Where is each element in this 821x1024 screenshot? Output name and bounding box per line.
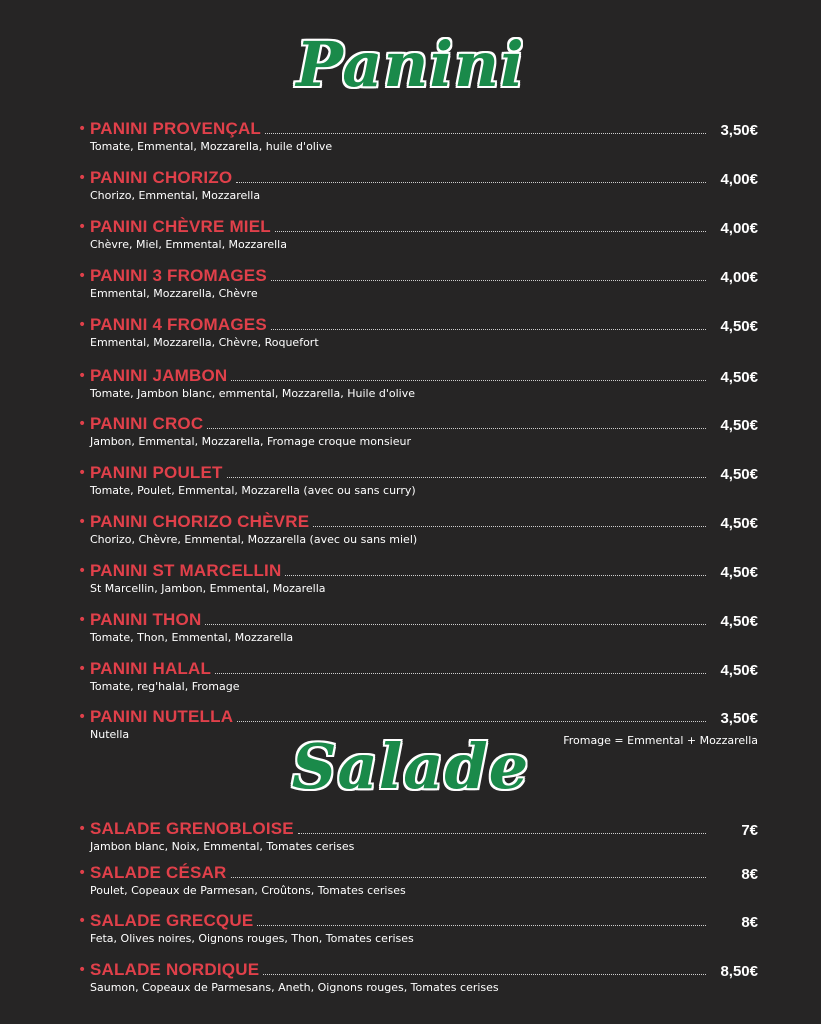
dot-leader [237, 720, 706, 722]
item-description: Saumon, Copeaux de Parmesans, Aneth, Oignons rouges, Tomates cerises [90, 981, 499, 994]
item-price: 4,50€ [720, 318, 758, 335]
item-price: 8,50€ [720, 963, 758, 980]
bullet-icon: • [78, 121, 87, 137]
dot-leader [275, 230, 706, 232]
bullet-icon: • [78, 317, 87, 333]
item-name: SALADE NORDIQUE [90, 960, 260, 979]
item-name: PANINI CHORIZO CHÈVRE [90, 512, 310, 531]
bullet-icon: • [78, 612, 87, 628]
item-description: Tomate, Jambon blanc, emmental, Mozzarella, Huile d'olive [90, 387, 415, 400]
item-name: PANINI THON [90, 610, 202, 629]
item-name: PANINI CHORIZO [90, 168, 233, 187]
item-price: 4,50€ [720, 515, 758, 532]
bullet-icon: • [78, 514, 87, 530]
item-price: 4,50€ [720, 613, 758, 630]
dot-leader [298, 832, 706, 834]
item-price: 4,00€ [720, 171, 758, 188]
bullet-icon: • [78, 821, 87, 837]
item-name: PANINI CHÈVRE MIEL [90, 217, 271, 236]
menu-item [78, 817, 758, 853]
dot-leader [236, 181, 706, 183]
menu-item [78, 909, 758, 945]
menu-item [78, 559, 758, 595]
item-name: SALADE CÉSAR [90, 863, 227, 882]
item-price: 4,50€ [720, 417, 758, 434]
menu-item [78, 264, 758, 300]
item-price: 8€ [741, 914, 758, 931]
item-description: Tomate, Emmental, Mozzarella, huile d'olive [90, 140, 333, 153]
item-description: Jambon, Emmental, Mozzarella, Fromage croque monsieur [90, 435, 411, 448]
menu-item [78, 461, 758, 497]
item-description: Chèvre, Miel, Emmental, Mozzarella [90, 238, 287, 251]
bullet-icon: • [78, 219, 87, 235]
item-price: 4,00€ [720, 220, 758, 237]
dot-leader [227, 476, 706, 478]
bullet-icon: • [78, 416, 87, 432]
menu-item [78, 958, 758, 994]
dot-leader [207, 427, 706, 429]
item-description: Tomate, reg'halal, Fromage [90, 680, 240, 693]
item-price: 4,50€ [720, 662, 758, 679]
item-description: Chorizo, Chèvre, Emmental, Mozzarella (avec ou sans miel) [90, 533, 418, 546]
item-name: PANINI ST MARCELLIN [90, 561, 282, 580]
dot-leader [231, 379, 706, 381]
dot-leader [285, 574, 706, 576]
item-description: Feta, Olives noires, Oignons rouges, Thon, Tomates cerises [90, 932, 414, 945]
item-name: PANINI HALAL [90, 659, 212, 678]
dot-leader [215, 672, 706, 674]
bullet-icon: • [78, 865, 87, 881]
item-name: PANINI 3 FROMAGES [90, 266, 267, 285]
item-name: PANINI POULET [90, 463, 223, 482]
dot-leader [271, 328, 706, 330]
item-name: SALADE GRECQUE [90, 911, 254, 930]
bullet-icon: • [78, 465, 87, 481]
menu-item [78, 313, 758, 349]
menu-item [78, 117, 758, 153]
item-description: Poulet, Copeaux de Parmesan, Croûtons, Tomates cerises [90, 884, 406, 897]
item-price: 7€ [741, 822, 758, 839]
item-description: Nutella [90, 728, 130, 741]
bullet-icon: • [78, 268, 87, 284]
menu-item [78, 861, 758, 897]
bullet-icon: • [78, 368, 87, 384]
menu-item [78, 608, 758, 644]
bullet-icon: • [78, 962, 87, 978]
dot-leader [271, 279, 706, 281]
menu-item [78, 215, 758, 251]
item-description: Emmental, Mozzarella, Chèvre, Roquefort [90, 336, 319, 349]
menu-item [78, 412, 758, 448]
item-name: PANINI 4 FROMAGES [90, 315, 267, 334]
item-description: Emmental, Mozzarella, Chèvre [90, 287, 258, 300]
salade-section-title: Salade [291, 730, 530, 803]
item-description: Chorizo, Emmental, Mozzarella [90, 189, 261, 202]
bullet-icon: • [78, 170, 87, 186]
bullet-icon: • [78, 913, 87, 929]
item-description: Tomate, Poulet, Emmental, Mozzarella (avec ou sans curry) [90, 484, 416, 497]
item-name: SALADE GRENOBLOISE [90, 819, 294, 838]
item-name: PANINI PROVENÇAL [90, 119, 262, 138]
cheese-footnote: Fromage = Emmental + Mozzarella [563, 734, 758, 747]
bullet-icon: • [78, 661, 87, 677]
item-name: PANINI CROC [90, 414, 204, 433]
bullet-icon: • [78, 709, 87, 725]
item-price: 3,50€ [720, 122, 758, 139]
dot-leader [257, 924, 706, 926]
menu-item [78, 166, 758, 202]
dot-leader [265, 132, 706, 134]
item-name: PANINI NUTELLA [90, 707, 234, 726]
dot-leader [313, 525, 706, 527]
item-description: St Marcellin, Jambon, Emmental, Mozarella [90, 582, 326, 595]
item-price: 4,50€ [720, 369, 758, 386]
panini-section-title: Panini [296, 28, 525, 101]
dot-leader [205, 623, 706, 625]
menu-item [78, 510, 758, 546]
item-price: 8€ [741, 866, 758, 883]
dot-leader [263, 973, 706, 975]
menu-item [78, 364, 758, 400]
bullet-icon: • [78, 563, 87, 579]
item-name: PANINI JAMBON [90, 366, 228, 385]
item-price: 4,00€ [720, 269, 758, 286]
item-price: 4,50€ [720, 466, 758, 483]
item-price: 3,50€ [720, 710, 758, 727]
item-description: Jambon blanc, Noix, Emmental, Tomates cerises [90, 840, 355, 853]
menu-item [78, 657, 758, 693]
item-price: 4,50€ [720, 564, 758, 581]
item-description: Tomate, Thon, Emmental, Mozzarella [90, 631, 294, 644]
dot-leader [231, 876, 706, 878]
